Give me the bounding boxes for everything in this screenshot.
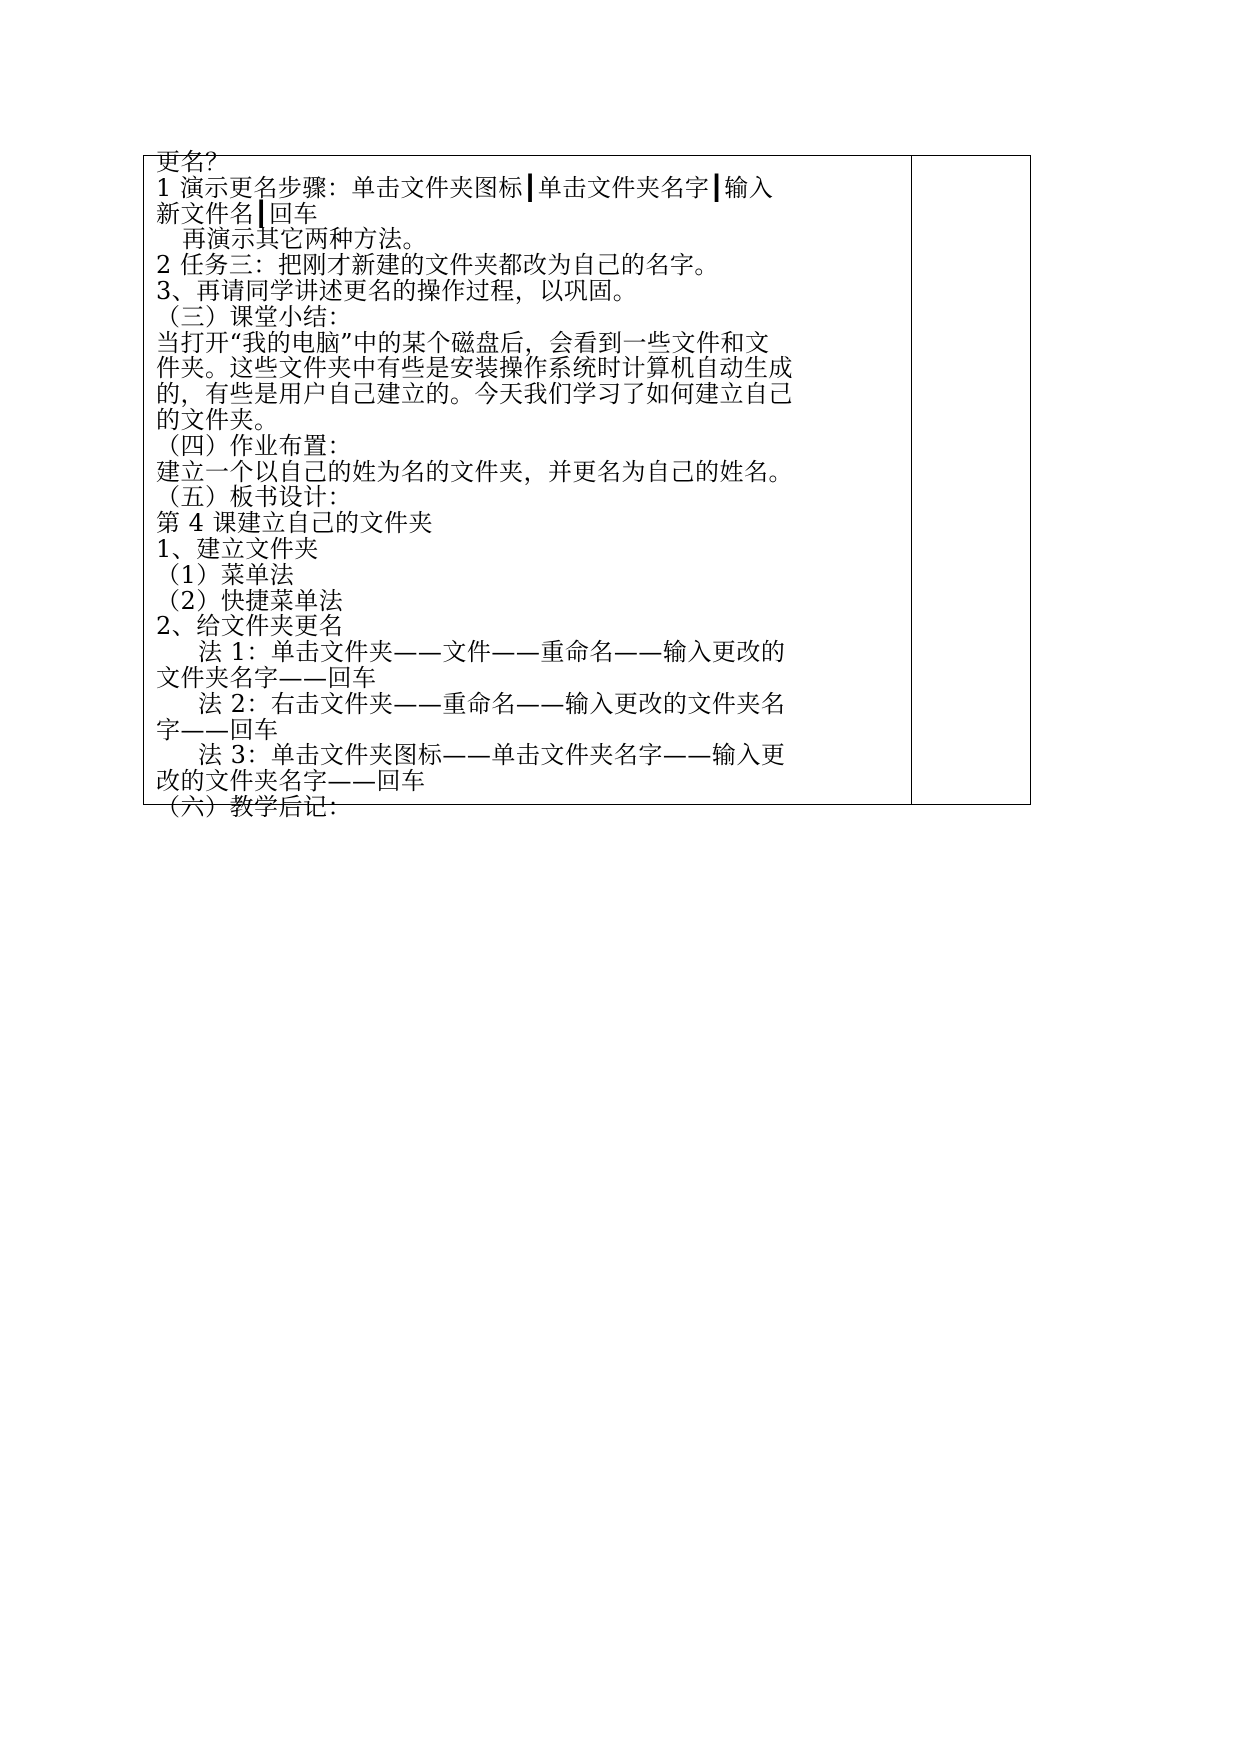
text-line: 3、再请同学讲述更名的操作过程，以巩固。	[156, 276, 638, 305]
notes-cell	[912, 156, 1030, 804]
text-line: 1、建立文件夹	[156, 534, 319, 563]
text-line: 法 1：单击文件夹——文件——重命名——输入更改的	[198, 638, 786, 667]
text-line: （1）菜单法	[156, 560, 295, 589]
text-line: 法 3：单击文件夹图标——单击文件夹名字——输入更	[198, 741, 786, 770]
section-heading: （六）教学后记：	[156, 792, 352, 821]
text-line: 件夹。这些文件夹中有些是安装操作系统时计算机自动生成	[156, 354, 793, 383]
text-line: 2 任务三：把刚才新建的文件夹都改为自己的名字。	[156, 251, 719, 280]
text-line: 当打开“我的电脑”中的某个磁盘后，会看到一些文件和文	[156, 328, 770, 357]
text-line: 再演示其它两种方法。	[182, 225, 427, 254]
text-line: 字——回车	[156, 715, 279, 744]
lesson-table	[143, 148, 1031, 821]
text-line: 新文件名┃回车	[156, 199, 318, 228]
text-line: 的，有些是用户自己建立的。今天我们学习了如何建立自己	[156, 380, 793, 409]
section-heading: （五）板书设计：	[156, 483, 352, 512]
section-heading: （三）课堂小结：	[156, 302, 352, 331]
section-heading: （四）作业布置：	[156, 431, 352, 460]
text-line: 文件夹名字——回车	[156, 663, 377, 692]
text-line: 建立一个以自己的姓为名的文件夹，并更名为自己的姓名。	[156, 457, 793, 486]
text-line: 改的文件夹名字——回车	[156, 767, 426, 796]
text-line: 第 4 课建立自己的文件夹	[156, 509, 434, 538]
lesson-content-cell	[144, 148, 912, 821]
text-line: （2）快捷菜单法	[156, 586, 344, 615]
text-line: 法 2：右击文件夹——重命名——输入更改的文件夹名	[198, 689, 786, 718]
text-line: 的文件夹。	[156, 405, 279, 434]
text-line: 2、给文件夹更名	[156, 612, 344, 641]
text-line: 1 演示更名步骤：单击文件夹图标┃单击文件夹名字┃输入	[156, 173, 774, 202]
text-line: 更名？	[156, 148, 230, 176]
